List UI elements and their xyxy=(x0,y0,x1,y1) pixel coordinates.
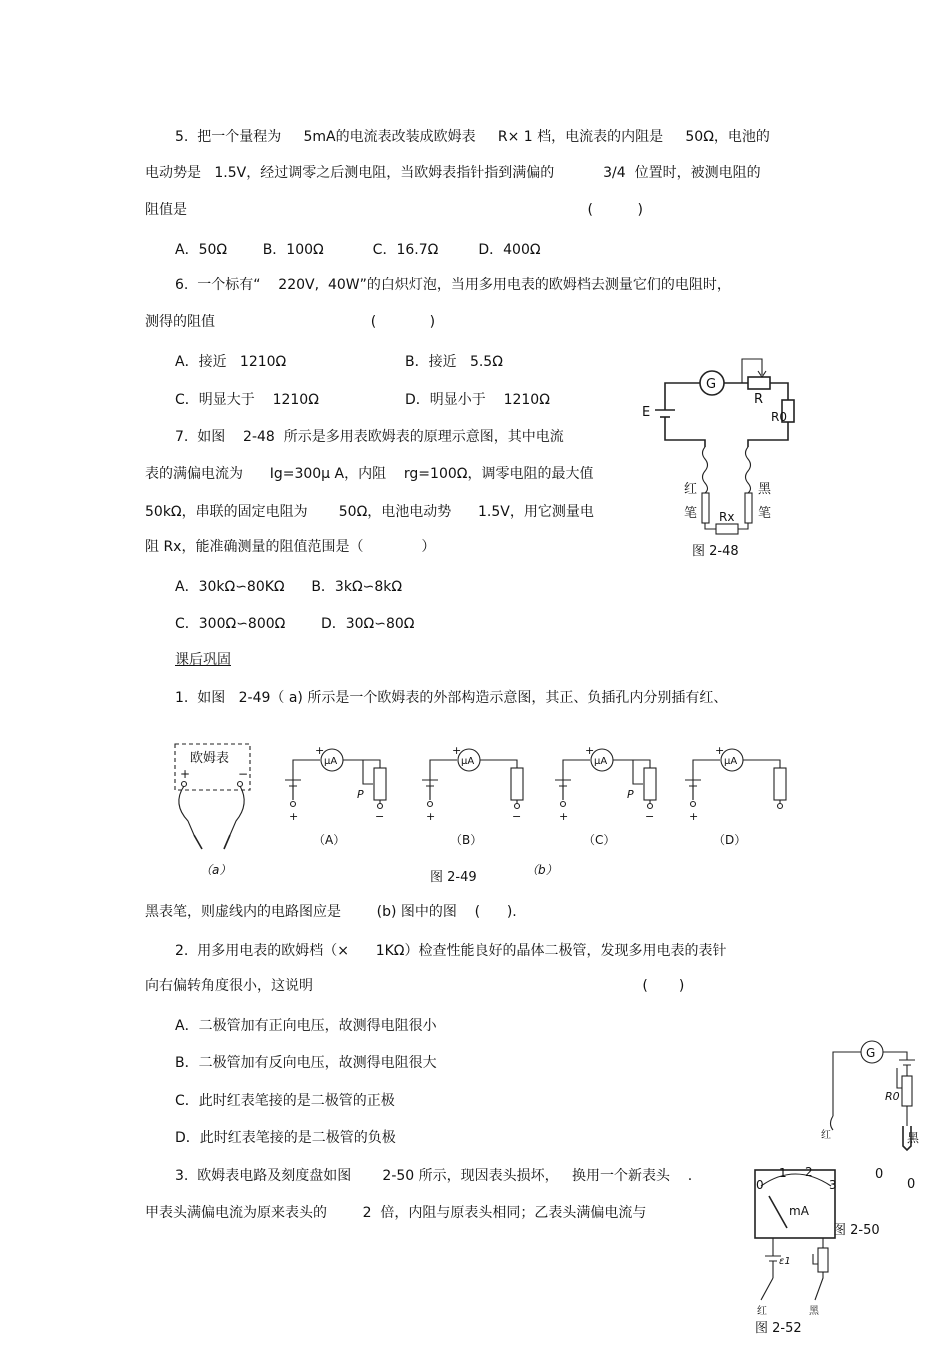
meter-needle xyxy=(769,1196,787,1228)
black-probe-label-2-52: 黑 xyxy=(809,1306,819,1317)
figure-2-52-caption: 图 2-52 xyxy=(755,1321,802,1336)
q6-option-d: D．明显小于 1210Ω xyxy=(405,392,550,408)
svg-text:+: + xyxy=(426,810,436,823)
ohmmeter-outline xyxy=(175,744,250,877)
red-probe-label-1: 红 xyxy=(684,482,698,497)
figure-2-52 xyxy=(735,1160,845,1335)
red-fragment-label: 红 xyxy=(821,1130,831,1141)
subfigure-a-label: （a） xyxy=(200,863,232,877)
circuit-c-label: （C） xyxy=(583,833,616,847)
q5-line-1: 5. 把一个量程为 5mA的电流表改装成欧姆表 R× 1 档，电流表的内阻是 50Ω，电池的 xyxy=(175,129,770,145)
battery-e1-label: ε1 xyxy=(779,1256,791,1267)
rheostat-label: R xyxy=(754,392,764,407)
circuit-b-label: （B） xyxy=(450,833,483,847)
svg-text:−: − xyxy=(512,810,522,823)
svg-text:+: + xyxy=(559,810,569,823)
q3-line-2: 甲表头满偏电流为原来表头的 2 倍，内阻与原表头相同；乙表头满偏电流与 xyxy=(145,1205,647,1221)
r0-label-2-50: R0 xyxy=(885,1090,900,1103)
scale-mark-0: 0 xyxy=(756,1178,764,1192)
black-probe-label-1: 黑 xyxy=(758,482,772,497)
circuit-d-label: （D） xyxy=(713,833,747,847)
galvanometer-label: G xyxy=(706,377,717,392)
figure-2-49-caption: 图 2-49 xyxy=(430,870,477,885)
ohmmeter-box-label: 欧姆表 xyxy=(190,751,230,766)
svg-text:μA: μA xyxy=(461,756,475,767)
q7-line-3: 50kΩ，串联的固定电阻为 50Ω，电池电动势 1.5V，用它测量电 xyxy=(145,504,594,520)
q7-options-cd: C．300Ω∽800Ω D．30Ω∽80Ω xyxy=(175,616,415,632)
minus-jack-label: − xyxy=(238,767,249,781)
black-probe-label-2: 笔 xyxy=(758,506,772,521)
q7-line-1: 7. 如图 2-48 所示是多用表欧姆表的原理示意图，其中电流 xyxy=(175,429,564,445)
q2-option-c: C．此时红表笔接的是二极管的正极 xyxy=(175,1093,395,1109)
scale-mark-3: 3 xyxy=(829,1178,837,1192)
scale-zero-left: 0 xyxy=(875,1167,884,1182)
scale-mark-1: 1 xyxy=(779,1166,787,1180)
circuit-c xyxy=(555,744,656,847)
svg-text:+: + xyxy=(715,744,725,757)
plus-jack-label: + xyxy=(180,767,191,781)
svg-text:+: + xyxy=(452,744,462,757)
figure-2-49 xyxy=(160,740,810,890)
meter-unit-label: mA xyxy=(789,1204,809,1218)
q5-line-3: 阻值是 ( ) xyxy=(145,202,643,218)
circuit-d xyxy=(685,744,786,847)
svg-text:+: + xyxy=(289,810,299,823)
q6-line-1: 6. 一个标有“ 220V, 40W”的白炽灯泡，当用多用电表的欧姆档去测量它们的电阻时， xyxy=(175,277,731,293)
meter-scale-arc xyxy=(761,1174,831,1186)
galvanometer-label-2-50: G xyxy=(866,1046,876,1060)
svg-text:+: + xyxy=(689,810,699,823)
resistor-rx-label: Rx xyxy=(719,510,735,524)
battery-label: E xyxy=(642,405,651,420)
q7-line-4: 阻 Rx，能准确测量的阻值范围是（ ） xyxy=(145,539,436,555)
resistor-r0-label: R0 xyxy=(771,410,787,424)
review-q1-line-2: 黑表笔，则虚线内的电路图应是 (b) 图中的图 ( ). xyxy=(145,904,517,920)
q2-line-1: 2. 用多用电表的欧姆档（× 1KΩ）检查性能良好的晶体二极管，发现多用电表的表针 xyxy=(175,943,727,959)
q6-option-b: B．接近 5.5Ω xyxy=(405,354,503,370)
figure-2-48 xyxy=(630,345,810,560)
black-probe-label-2-50: 黑 xyxy=(907,1131,920,1145)
red-probe-label-2: 笔 xyxy=(684,506,698,521)
q6-option-a: A．接近 1210Ω xyxy=(175,354,287,370)
scale-mark-2: 2 xyxy=(805,1165,813,1179)
figure-2-48-caption: 图 2-48 xyxy=(692,544,739,559)
figure-2-50-caption: 图 2-50 xyxy=(833,1223,880,1238)
q3-line-1: 3. 欧姆表电路及刻度盘如图 2-50 所示，现因表头损坏， 换用一个新表头 . xyxy=(175,1168,693,1184)
circuit-a xyxy=(285,744,386,847)
svg-text:+: + xyxy=(585,744,595,757)
q2-option-d: D．此时红表笔接的是二极管的负极 xyxy=(175,1130,396,1146)
red-probe xyxy=(702,493,709,523)
review-heading: 课后巩固 xyxy=(175,652,231,668)
red-probe-label-2-52: 红 xyxy=(757,1306,767,1317)
svg-text:−: − xyxy=(375,810,385,823)
black-probe xyxy=(745,493,752,523)
svg-text:P: P xyxy=(627,788,634,801)
svg-text:−: − xyxy=(645,810,655,823)
q7-line-2: 表的满偏电流为 Ig=300μ A，内阻 rg=100Ω，调零电阻的最大值 xyxy=(145,466,594,482)
q2-option-a: A．二极管加有正向电压，故测得电阻很小 xyxy=(175,1018,437,1034)
subfigure-b-label: （b） xyxy=(526,863,558,877)
circuit-b xyxy=(422,744,523,847)
svg-text:μA: μA xyxy=(724,756,738,767)
q6-line-2: 测得的阻值 ( ) xyxy=(145,314,436,330)
circuit-a-label: （A） xyxy=(313,833,346,847)
svg-text:μA: μA xyxy=(324,756,338,767)
q7-options-ab: A．30kΩ∽80KΩ B．3kΩ∽8kΩ xyxy=(175,579,403,595)
scale-zero-right: 0 xyxy=(907,1177,916,1192)
svg-text:P: P xyxy=(357,788,364,801)
q2-option-b: B．二极管加有反向电压，故测得电阻很大 xyxy=(175,1055,437,1071)
q5-line-2: 电动势是 1.5V，经过调零之后测电阻，当欧姆表指针指到满偏的 3/4 位置时，被测电阻的 xyxy=(145,165,761,181)
q5-options: A．50Ω B．100Ω C．16.7Ω D．400Ω xyxy=(175,242,541,258)
resistor-rx xyxy=(716,524,738,534)
svg-text:+: + xyxy=(315,744,325,757)
rheostat-r xyxy=(748,377,770,389)
svg-text:μA: μA xyxy=(594,756,608,767)
q6-option-c: C．明显大于 1210Ω xyxy=(175,392,319,408)
q2-line-2: 向右偏转角度很小，这说明 ( ) xyxy=(145,978,685,994)
review-q1-line-1: 1. 如图 2-49（ a) 所示是一个欧姆表的外部构造示意图，其正、负插孔内分别插有红、 xyxy=(175,690,728,706)
